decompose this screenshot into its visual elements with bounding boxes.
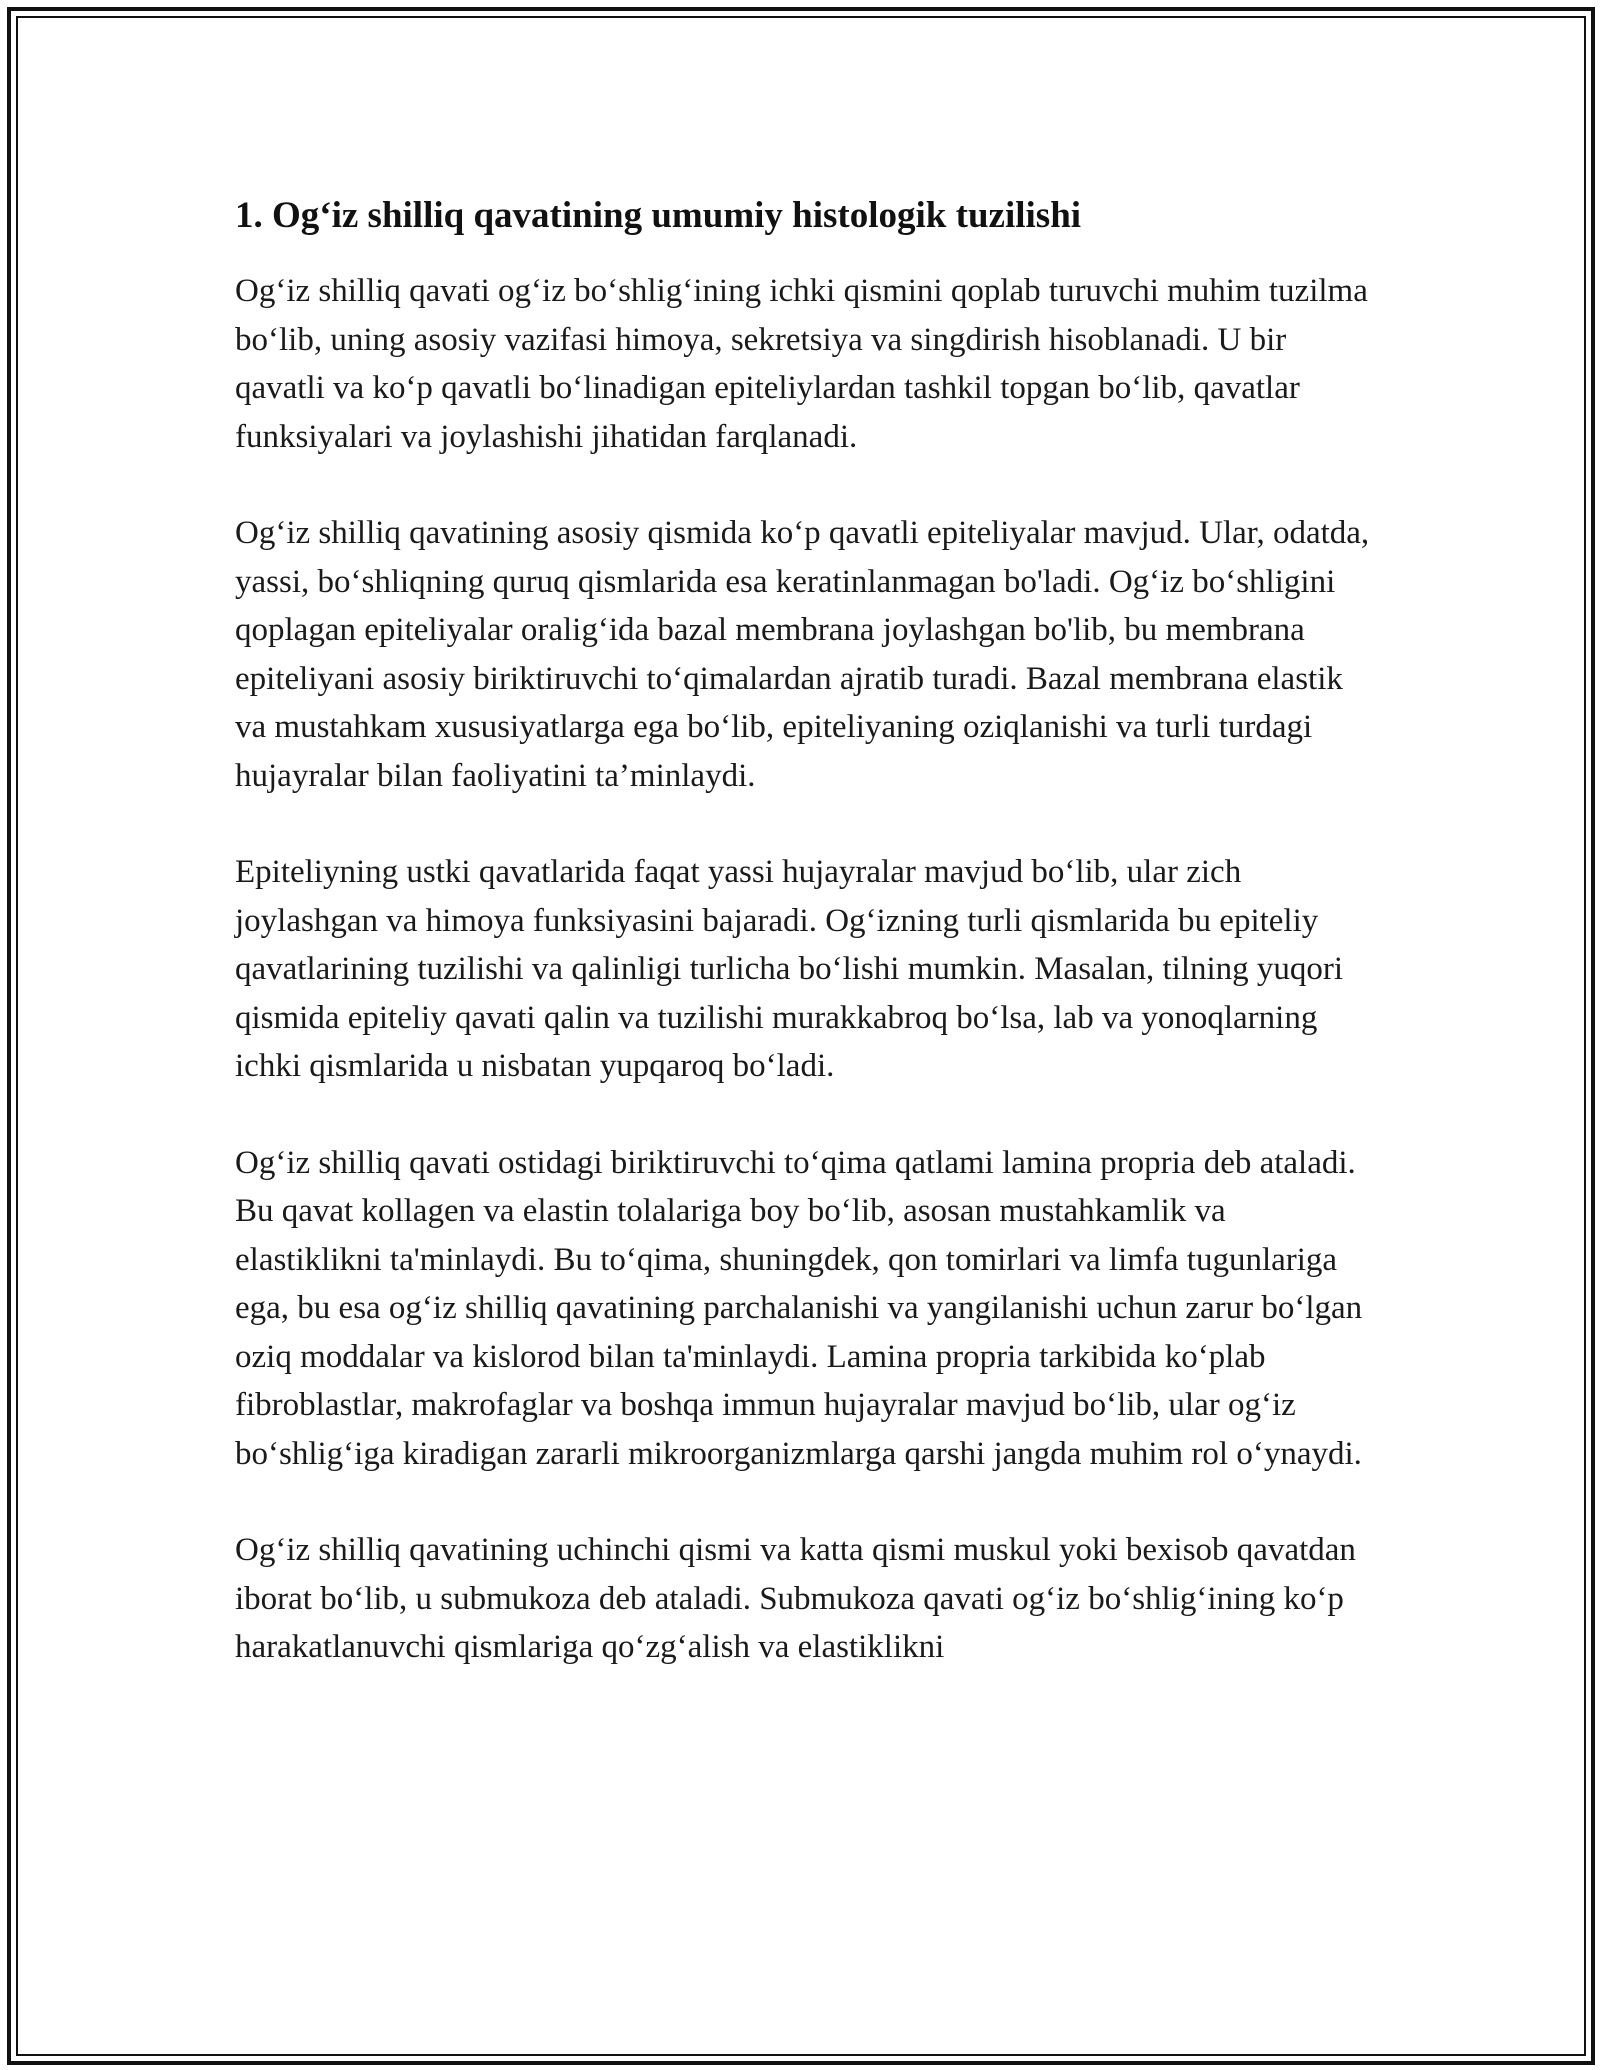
section-heading: 1. Og‘iz shilliq qavatining umumiy histologik tuzilishi [235, 195, 1082, 236]
paragraph-1: Og‘iz shilliq qavati og‘iz bo‘shlig‘ining ichki qismini qoplab turuvchi muhim tuzilma bo‘lib, uning asosiy vazifasi himoya, sekretsiya va singdirish hisoblanadi. U bir qavatli va ko‘p qavatli bo‘linadigan epiteliylardan tashkil topgan bo‘lib, qavatlar funksiyalari va joylashishi jihatidan farqlanadi. [235, 273, 1368, 455]
paragraph-5: Og‘iz shilliq qavatining uchinchi qismi va katta qismi muskul yoki bexisob qavatdan iborat bo‘lib, u submukoza deb ataladi. Submukoza qavati og‘iz bo‘shlig‘ining ko‘p harakatlanuvchi qismlariga qo‘zg‘alish va elastiklikni [235, 1532, 1356, 1665]
document-body [235, 185, 1375, 1720]
paragraph-4: Og‘iz shilliq qavati ostidagi biriktiruvchi to‘qima qatlami lamina propria deb ataladi. Bu qavat kollagen va elastin tolalariga boy bo‘lib, asosan mustahkamlik va elastiklikni ta'minlaydi. Bu to‘qima, shuningdek, qon tomirlari va limfa tugunlariga ega, bu esa og‘iz shilliq qavatining parchalanishi va yangilanishi uchun zarur bo‘lgan oziq moddalar va kislorod bilan ta'minlaydi. Lamina propria tarkibida ko‘plab fibroblastlar, makrofaglar va boshqa immun hujayralar mavjud bo‘lib, ular og‘iz bo‘shlig‘iga kiradigan zararli mikroorganizmlarga qarshi jangda muhim rol o‘ynaydi. [235, 1144, 1363, 1472]
paragraph-3: Epiteliyning ustki qavatlarida faqat yassi hujayralar mavjud bo‘lib, ular zich joylashgan va himoya funksiyasini bajaradi. Og‘izning turli qismlarida bu epiteliy qavatlarining tuzilishi va qalinligi turlicha bo‘lishi mumkin. Masalan, tilning yuqori qismida epiteliy qavati qalin va tuzilishi murakkabroq bo‘lsa, lab va yonoqlarning ichki qismlarida u nisbatan yupqaroq bo‘ladi. [235, 854, 1344, 1084]
paragraph-2: Og‘iz shilliq qavatining asosiy qismida ko‘p qavatli epiteliyalar mavjud. Ular, odatda, yassi, bo‘shliqning quruq qismlarida esa keratinlanmagan bo'ladi. Og‘iz bo‘shligini qoplagan epiteliyalar oralig‘ida bazal membrana joylashgan bo'lib, bu membrana epiteliyani asosiy biriktiruvchi to‘qimalardan ajratib turadi. Bazal membrana elastik va mustahkam xususiyatlarga ega bo‘lib, epiteliyaning oziqlanishi va turli turdagi hujayralar bilan faoliyatini ta’minlaydi. [235, 515, 1370, 794]
